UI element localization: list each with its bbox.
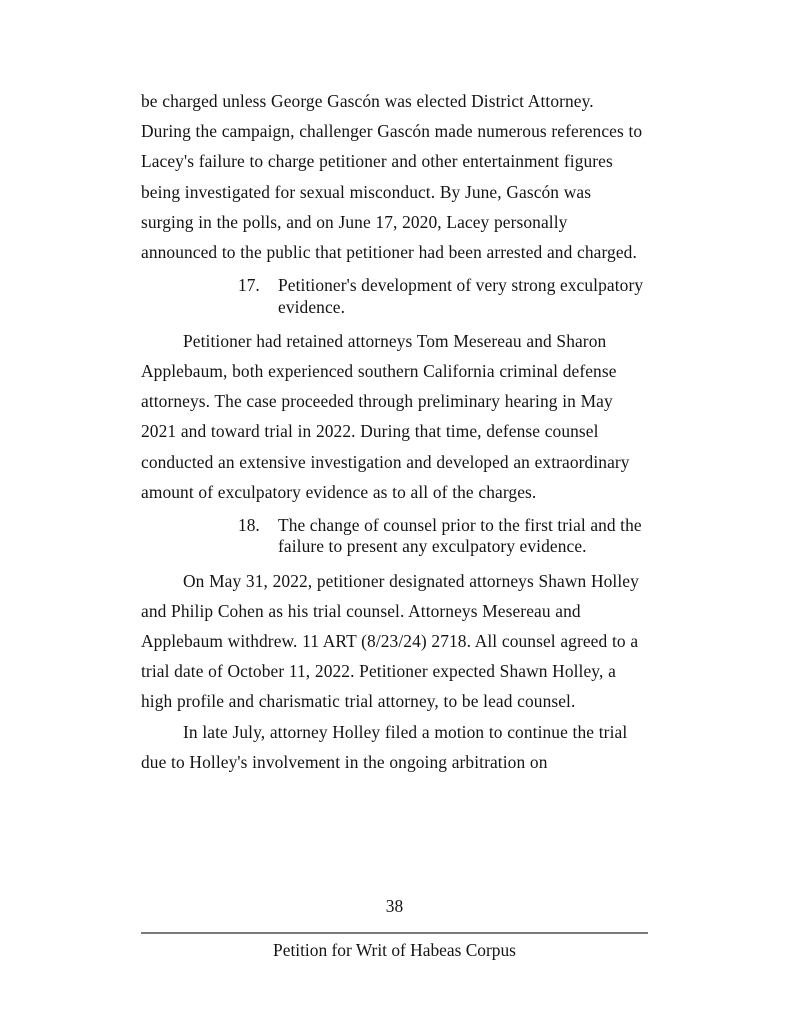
numbered-heading-18 [141,507,648,566]
heading-number: 17. [238,275,260,296]
page-number: 38 [385,896,404,916]
document-body [141,86,648,777]
paragraph: Petitioner had retained attorneys Tom Mesereau and Sharon Applebaum, both experienced southern California criminal defense attorneys. The case proceeded through preliminary hearing in May 2021 and toward trial in 2022. During that time, defense counsel conducted an extensive investigation and developed an extraordinary amount of exculpatory evidence as to all of the charges. [141,330,630,502]
paragraph: On May 31, 2022, petitioner designated attorneys Shawn Holley and Philip Cohen as his trial counsel. Attorneys Mesereau and Applebaum withdrew. 11 ART (8/23/24) 2718. All counsel agreed to a trial date of October 11, 2022. Petitioner expected Shawn Holley, a high profile and charismatic trial attorney, to be lead counsel. [141,570,639,712]
heading-text: Petitioner's development of very strong exculpatory evidence. [278,275,644,317]
numbered-heading-17 [141,267,648,326]
paragraph: In late July, attorney Holley filed a motion to continue the trial due to Holley's involvement in the ongoing arbitration on [141,721,628,772]
heading-text: The change of counsel prior to the first trial and the failure to present any exculpatory evidence. [278,515,642,557]
paragraph: be charged unless George Gascón was elected District Attorney. During the campaign, challenger Gascón made numerous references to Lacey's failure to charge petitioner and other entertainment figures being investigated for sexual misconduct. By June, Gascón was surging in the polls, and on June 17, 2020, Lacey personally announced to the public that petitioner had been arrested and charged. [141,91,643,263]
footer-title: Petition for Writ of Habeas Corpus [273,940,516,960]
heading-number: 18. [238,515,260,536]
footer-divider [141,932,648,934]
